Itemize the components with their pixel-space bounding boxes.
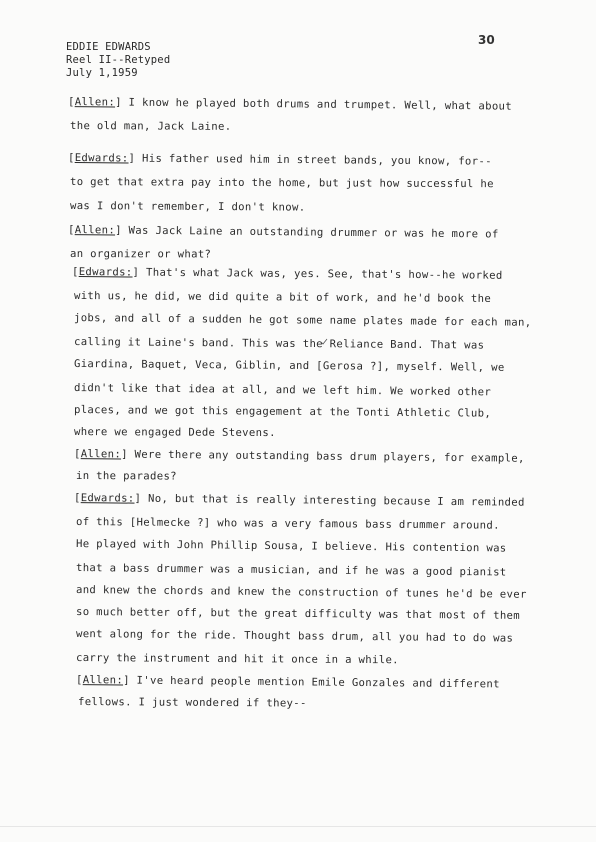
- page-edge-divider: [0, 826, 596, 827]
- document-header: [66, 41, 170, 80]
- transcript-line: [70, 200, 306, 214]
- transcript-line: [68, 96, 512, 113]
- speaker-label: [Edwards:]: [67, 152, 136, 165]
- line-text: with us, he did, we did quite a bit of work, and he'd book the: [73, 290, 492, 305]
- transcript-line: [74, 358, 505, 374]
- line-text: I've heard people mention Emile Gonzales and different: [136, 674, 500, 691]
- line-text: went along for the ride. Thought bass drum, all you had to do was: [75, 628, 514, 645]
- transcript-line: [74, 382, 491, 398]
- transcript-line: [76, 562, 507, 579]
- transcript-line: [76, 470, 177, 483]
- interview-date: July 1,1959: [66, 67, 138, 79]
- line-text: so much better off, but the great difficulty was that most of them: [75, 606, 521, 622]
- speaker-label: [Edwards:]: [71, 266, 140, 279]
- interviewee-name: EDDIE EDWARDS: [66, 41, 151, 53]
- transcript-line: [68, 224, 499, 241]
- speaker-name: Allen:: [82, 674, 124, 687]
- transcript-line: [70, 248, 211, 260]
- transcript-line: [76, 606, 520, 622]
- line-text: fellows. I just wondered if they--: [77, 696, 307, 710]
- line-text: That's what Jack was, yes. See, that's how--he worked: [145, 266, 503, 282]
- line-text: an organizer or what?: [69, 248, 212, 261]
- line-text: the old man, Jack Laine.: [69, 120, 232, 133]
- line-text: His father used him in street bands, you know, for--: [141, 152, 492, 168]
- transcript-line: [76, 628, 513, 645]
- speaker-label: [Allen:]: [67, 224, 122, 237]
- speaker-name: Allen:: [74, 96, 116, 109]
- page-number: 30: [478, 33, 495, 47]
- speaker-label: [Allen:]: [67, 96, 122, 109]
- line-text: Giardina, Baquet, Veca, Giblin, and [Gerosa ?], myself. Well, we: [73, 358, 505, 374]
- line-text: and knew the chords and knew the construction of tunes he'd be ever: [75, 584, 527, 601]
- transcript-line: [78, 696, 307, 710]
- transcript-line: [74, 404, 491, 420]
- transcript-line: [76, 674, 500, 690]
- line-text: calling it Laine's band. This was the Reliance Band. That was: [73, 336, 485, 352]
- line-text: I know he played both drums and trumpet. Well, what about: [128, 96, 513, 113]
- speaker-name: Edwards:: [74, 152, 129, 165]
- line-text: was I don't remember, I don't know.: [69, 200, 306, 214]
- line-text: No, but that is really interesting because I am reminded: [147, 492, 525, 509]
- line-text: of this [Helmecke ?] who was a very famous bass drummer around.: [75, 516, 500, 532]
- transcript-line: [74, 492, 525, 509]
- transcript-line: [70, 120, 232, 133]
- line-text: where we engaged Dede Stevens.: [73, 426, 276, 440]
- speaker-name: Edwards:: [78, 266, 133, 279]
- transcript-line: [76, 516, 500, 532]
- line-text: jobs, and all of a sudden he got some name plates made for each man,: [73, 312, 532, 329]
- line-text: carry the instrument and hit it once in a while.: [75, 652, 399, 667]
- line-text: in the parades?: [75, 470, 177, 483]
- line-text: that a bass drummer was a musician, and if he was a good pianist: [75, 562, 507, 579]
- line-text: to get that extra pay into the home, but just how successful he: [69, 176, 494, 191]
- transcript-line: [68, 152, 492, 168]
- line-text: Were there any outstanding bass drum players, for example,: [134, 448, 525, 465]
- transcript-line: [76, 652, 399, 666]
- transcript-line: [74, 336, 484, 352]
- speaker-label: [Allen:]: [73, 448, 128, 461]
- speaker-name: Allen:: [80, 448, 122, 461]
- transcript-line: [70, 176, 494, 190]
- transcript-line: [72, 266, 503, 282]
- speaker-label: [Allen:]: [75, 674, 130, 687]
- transcript-line: [76, 584, 527, 601]
- speaker-name: Allen:: [74, 224, 116, 237]
- speaker-label: [Edwards:]: [73, 492, 142, 505]
- line-text: He played with John Phillip Sousa, I believe. His contention was: [75, 538, 507, 555]
- line-text: Was Jack Laine an outstanding drummer or was he more of: [128, 224, 499, 241]
- transcript-line: [76, 538, 507, 555]
- transcript-line: [74, 448, 525, 465]
- speaker-name: Edwards:: [80, 492, 135, 505]
- line-text: didn't like that idea at all, and we left him. We worked other: [73, 382, 492, 399]
- check-mark-icon: [320, 338, 328, 346]
- transcript-line: [74, 312, 532, 329]
- reel-label: Reel II--Retyped: [66, 54, 171, 66]
- transcript-line: [74, 426, 276, 439]
- line-text: places, and we got this engagement at the Tonti Athletic Club,: [73, 404, 492, 420]
- transcript-line: [74, 290, 491, 305]
